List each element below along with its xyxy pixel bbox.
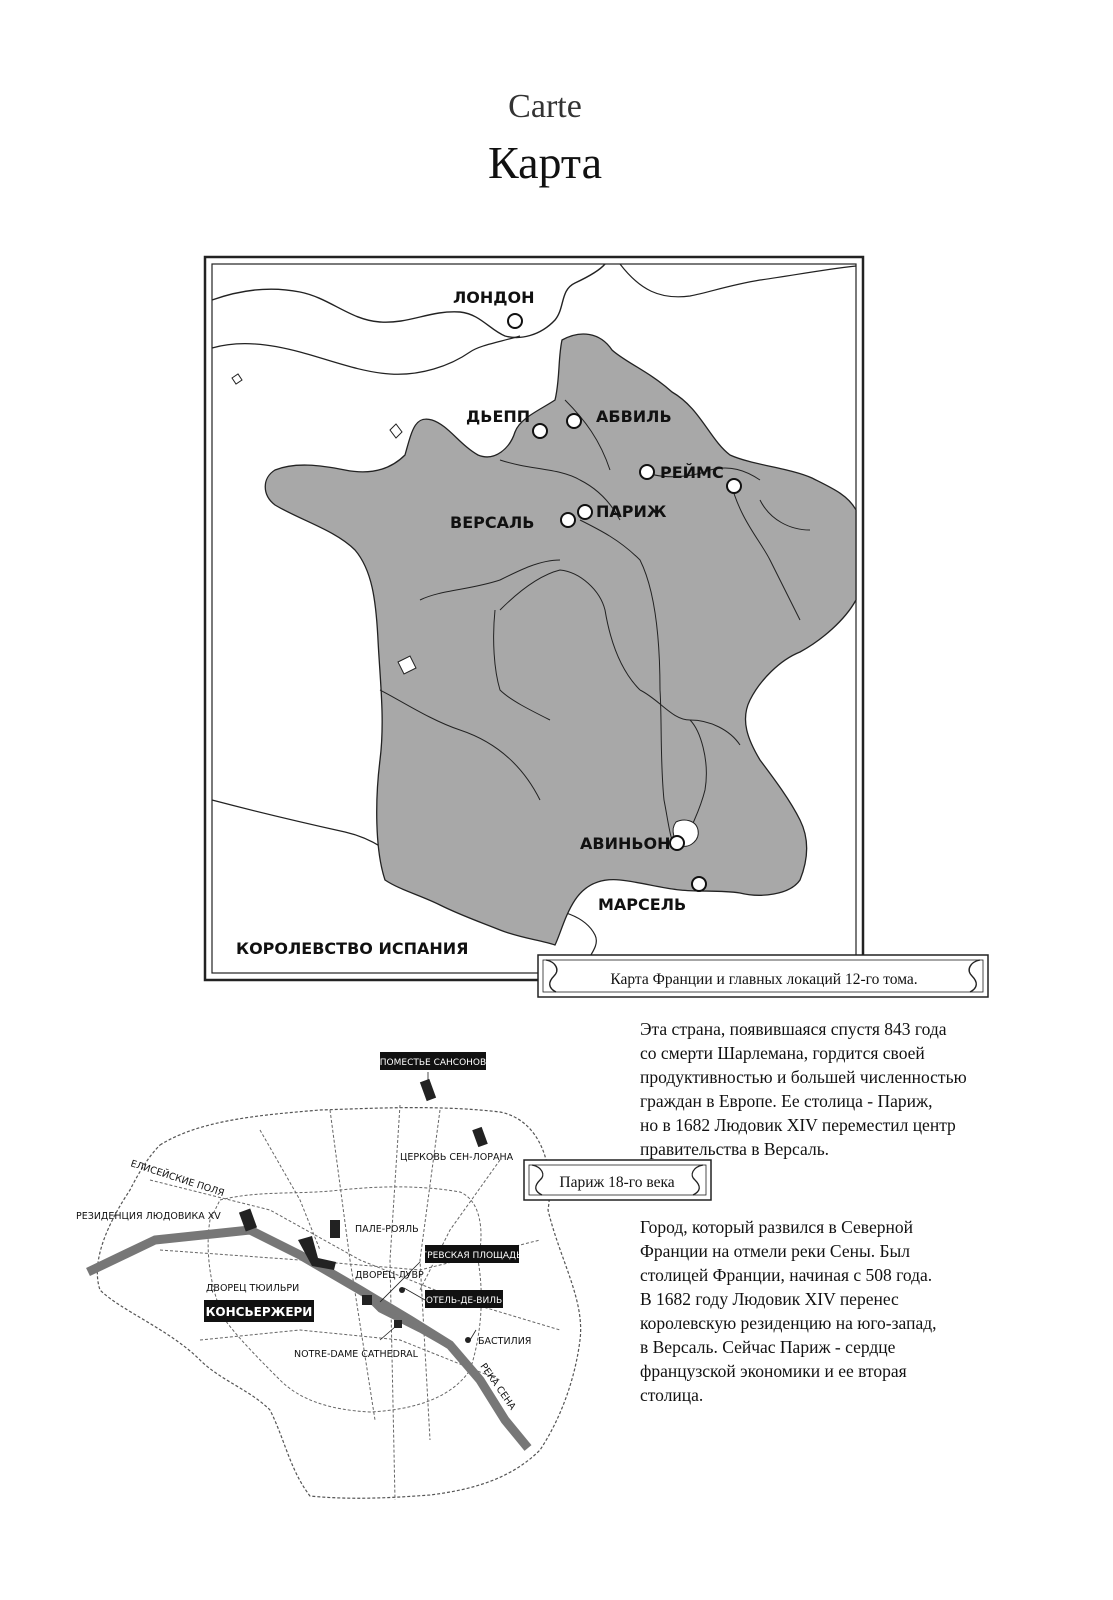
france-description-line: со смерти Шарлемана, гордится своей: [640, 1043, 925, 1063]
palais-royal-building: [330, 1220, 340, 1238]
avignon-marker: [670, 836, 684, 850]
paris-description-line: Франции на отмели реки Сены. Был: [640, 1241, 910, 1261]
saint-laurent-building: [472, 1127, 488, 1147]
france-description-line: но в 1682 Людовик XIV переместил центр: [640, 1115, 956, 1135]
france-description-line: продуктивностью и большей численностью: [640, 1067, 967, 1087]
paris-description-line: столицей Франции, начиная с 508 года.: [640, 1265, 933, 1285]
paris-description-line: в Версаль. Сейчас Париж - сердце: [640, 1337, 896, 1357]
greve-square-label: ГРЕВСКАЯ ПЛОЩАДЬ: [421, 1251, 523, 1261]
abbeville-label: АБВИЛЬ: [596, 407, 672, 426]
marseille-label: МАРСЕЛЬ: [598, 895, 687, 914]
sanson-estate-label: ПОМЕСТЬЕ САНСОНОВ: [379, 1058, 487, 1068]
page-title: Карта: [488, 137, 602, 188]
london-marker: [508, 314, 522, 328]
paris-city-wall: [97, 1108, 580, 1499]
seine-label: РЕКА СЕНА: [477, 1361, 518, 1413]
bastille-label: БАСТИЛИЯ: [478, 1336, 532, 1347]
notre-dame-label: NOTRE-DAME CATHEDRAL: [294, 1349, 418, 1360]
tuileries-label: ДВОРЕЦ ТЮИЛЬРИ: [206, 1283, 300, 1294]
palais-royal-label: ПАЛЕ-РОЯЛЬ: [355, 1224, 419, 1235]
france-description-line: Эта страна, появившаяся спустя 843 года: [640, 1019, 947, 1039]
reims-label: РЕЙМС: [660, 463, 724, 482]
london-label: ЛОНДОН: [453, 288, 535, 307]
paris-description: [640, 1215, 990, 1407]
louvre-label: ДВОРЕЦ ЛУВР: [355, 1270, 424, 1281]
champs-elysees-label: ЕЛИСЕЙСКИЕ ПОЛЯ: [129, 1158, 226, 1200]
dieppe-marker: [533, 424, 547, 438]
saint-laurent-label: ЦЕРКОВЬ СЕН-ЛОРАНА: [400, 1152, 514, 1163]
france-description: [640, 1017, 990, 1161]
versailles-marker: [561, 513, 575, 527]
paris-description-line: Город, который развился в Северной: [640, 1217, 913, 1237]
marseille-marker: [692, 877, 706, 891]
dieppe-label: ДЬЕПП: [466, 407, 531, 426]
france-description-line: граждан в Европе. Ее столица - Париж,: [640, 1091, 933, 1111]
paris-marker: [578, 505, 592, 519]
france-caption: Карта Франции и главных локаций 12-го тома.: [610, 971, 918, 988]
notre-dame-building: [394, 1320, 402, 1328]
avignon-label: АВИНЬОН: [580, 834, 671, 853]
louis-residence-label: РЕЗИДЕНЦИЯ ЛЮДОВИКА XV: [76, 1211, 221, 1222]
paris-description-line: французской экономики и ее вторая: [640, 1361, 907, 1381]
versailles-label: ВЕРСАЛЬ: [450, 513, 535, 532]
paris-description-line: королевскую резиденцию на юго-запад,: [640, 1313, 937, 1333]
france-description-line: правительства в Версаль.: [640, 1139, 830, 1159]
louvre-building: [362, 1295, 372, 1305]
france-caption-banner: [538, 955, 988, 997]
paris-label: ПАРИЖ: [596, 502, 667, 521]
spain-label: КОРОЛЕВСТВО ИСПАНИЯ: [236, 939, 469, 958]
paris-caption-banner: [524, 1160, 711, 1200]
page-subtitle: Carte: [508, 88, 582, 125]
conciergerie-label: КОНСЬЕРЖЕРИ: [205, 1305, 313, 1319]
paris-description-line: столица.: [640, 1385, 704, 1405]
abbeville-marker: [567, 414, 581, 428]
city-marker: [727, 479, 741, 493]
sanson-estate-building: [420, 1079, 436, 1101]
france-map: [205, 257, 988, 997]
paris-map: [76, 1052, 711, 1500]
paris-caption: Париж 18-го века: [559, 1174, 675, 1191]
paris-description-line: В 1682 году Людовик XIV перенес: [640, 1289, 899, 1309]
reims-marker: [640, 465, 654, 479]
hotel-de-ville-label: ОТЕЛЬ-ДЕ-ВИЛЬ: [425, 1296, 503, 1306]
